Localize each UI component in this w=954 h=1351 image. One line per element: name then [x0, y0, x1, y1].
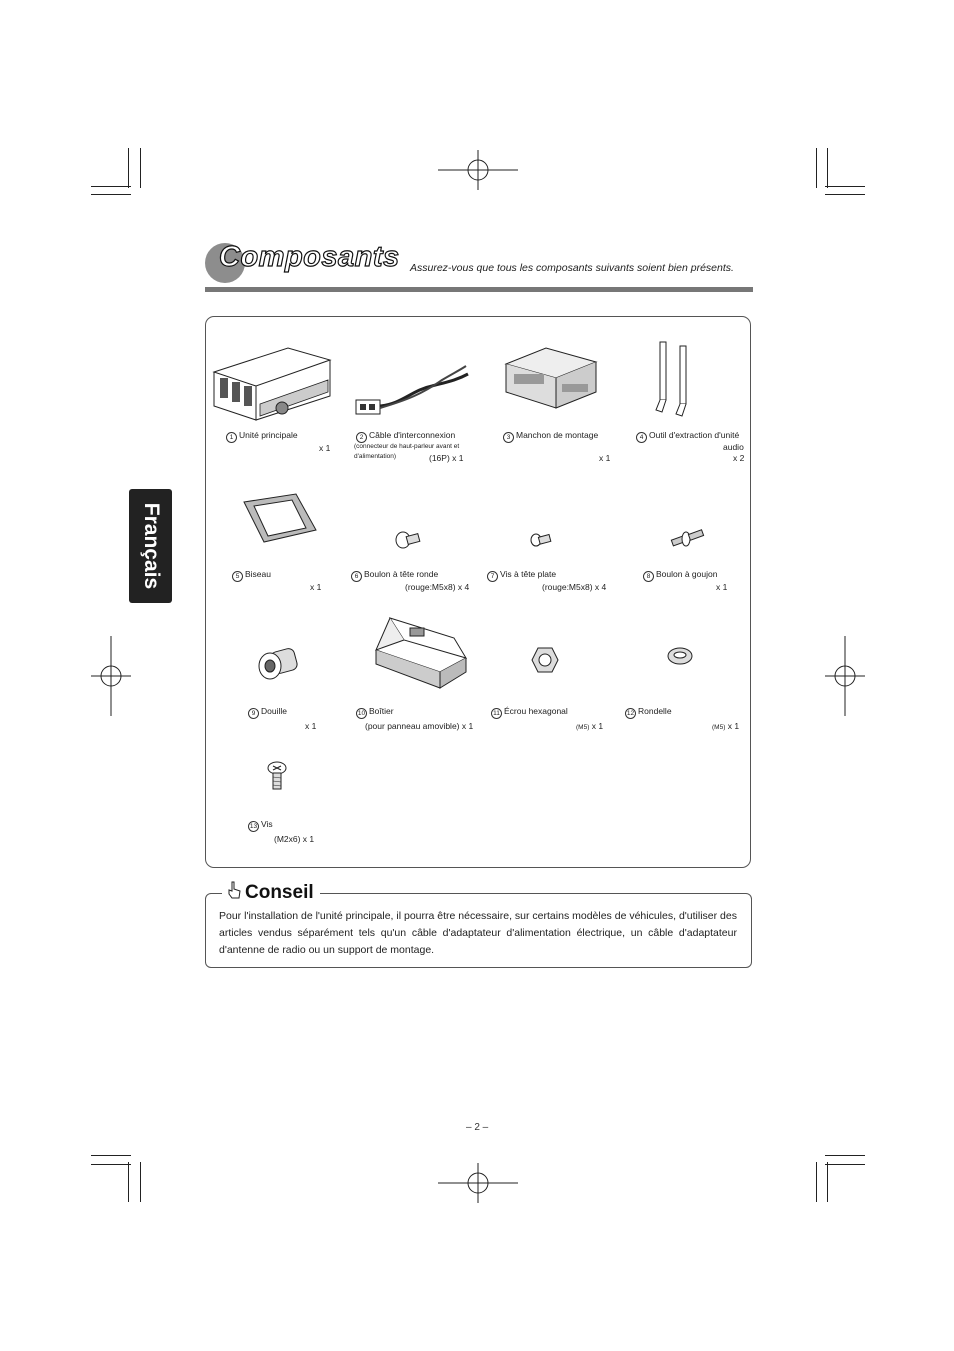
bezel-icon	[238, 490, 320, 550]
case-icon	[370, 614, 470, 694]
component-11-label: 11 Écrou hexagonal	[491, 706, 568, 719]
extraction-tool-icon	[652, 338, 694, 418]
washer-icon	[666, 646, 694, 666]
component-6-qty: (rouge:M5x8) x 4	[405, 582, 470, 592]
language-tab	[129, 489, 172, 603]
tip-text: Pour l'installation de l'unité principale, il pourra être nécessaire, sur certains modèles de véhicules, d'utiliser des articles vendus séparément tels qu'un câble d'adaptateur d'alimentation électrique, un câble d'adaptateur d'antenne de radio ou un support de montage.	[219, 910, 737, 956]
component-1-label: 1 Unité principale	[226, 430, 298, 443]
cable-icon	[352, 360, 472, 420]
header-rule	[205, 287, 753, 292]
component-2-note: (connecteur de haut-parleur avant et d'alimentation)	[354, 443, 460, 460]
page-title: Composants	[219, 241, 400, 273]
component-2-qty: (16P) x 1	[429, 453, 464, 463]
mounting-sleeve-icon	[502, 344, 600, 420]
registration-mark-bottom	[438, 1163, 518, 1203]
flat-screw-icon	[530, 530, 552, 548]
language-tab-label: Français	[139, 502, 163, 590]
component-9-qty: x 1	[305, 721, 317, 731]
registration-mark-left	[91, 636, 131, 716]
component-3-label: 3 Manchon de montage	[503, 430, 598, 443]
screw-icon	[266, 760, 288, 792]
component-10-qty: (pour panneau amovible) x 1	[365, 721, 474, 731]
registration-mark-top	[438, 150, 518, 190]
head-unit-icon	[210, 334, 335, 424]
component-5-qty: x 1	[310, 582, 322, 592]
component-4-qty: x 2	[733, 453, 745, 463]
bushing-icon	[256, 646, 300, 682]
component-5-label: 5 Biseau	[232, 569, 271, 582]
component-1-qty: x 1	[319, 443, 331, 453]
registration-mark-right	[825, 636, 865, 716]
component-4-label-line2: audio	[723, 442, 744, 452]
round-bolt-icon	[395, 528, 421, 550]
component-12-qty: (M5) x 1	[712, 721, 740, 731]
component-13-qty: (M2x6) x 1	[274, 834, 315, 844]
stud-bolt-icon	[670, 526, 706, 552]
component-4-label: 4 Outil d'extraction d'unité	[636, 430, 739, 443]
pointing-hand-icon	[226, 880, 242, 900]
component-8-qty: x 1	[716, 582, 728, 592]
component-9-label: 9 Douille	[248, 706, 287, 719]
tip-heading: Conseil	[222, 880, 320, 904]
component-7-qty: (rouge:M5x8) x 4	[542, 582, 607, 592]
component-8-label: 8 Boulon à goujon	[643, 569, 717, 582]
component-7-label: 7 Vis à tête plate	[487, 569, 556, 582]
component-3-qty: x 1	[599, 453, 611, 463]
component-10-label: 10 Boîtier	[357, 706, 394, 717]
page-subtitle: Assurez-vous que tous les composants suivants soient bien présents.	[410, 262, 734, 274]
component-2-label: 2 Câble d'interconnexion	[356, 430, 455, 443]
component-11-qty: (M5) x 1	[576, 721, 604, 731]
component-13-label: 13 Vis	[249, 819, 273, 830]
component-12-label: 12 Rondelle	[626, 706, 672, 717]
component-6-label: 6 Boulon à tête ronde	[351, 569, 438, 582]
page-number: – 2 –	[466, 1122, 489, 1133]
hex-nut-icon	[530, 646, 560, 674]
